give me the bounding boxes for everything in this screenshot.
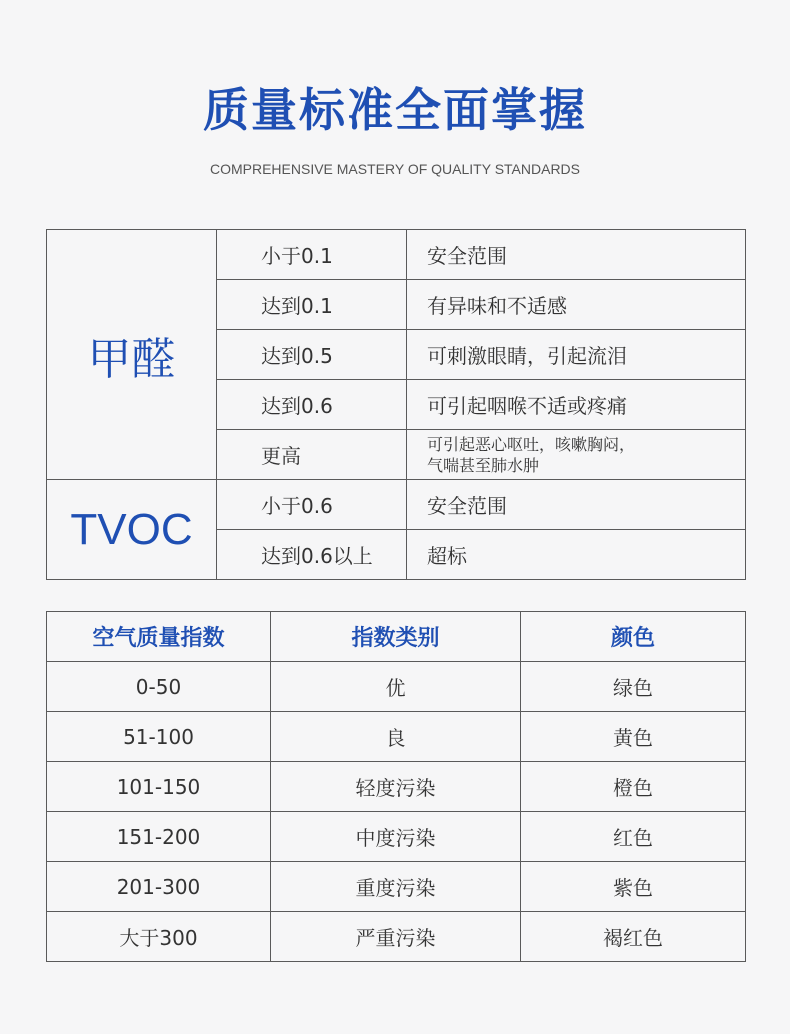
aqi-color-cell: 绿色: [521, 662, 746, 712]
level-cell: 达到0.6以上: [217, 530, 407, 580]
aqi-category-cell: 轻度污染: [271, 762, 521, 812]
aqi-range-cell: 0-50: [47, 662, 271, 712]
level-cell: 更高: [217, 430, 407, 480]
aqi-category-cell: 良: [271, 712, 521, 762]
effect-cell: 有异味和不适感: [407, 280, 746, 330]
effect-cell: 可刺激眼睛，引起流泪: [407, 330, 746, 380]
column-header-color: 颜色: [521, 612, 746, 662]
aqi-range-cell: 201-300: [47, 862, 271, 912]
level-cell: 达到0.6: [217, 380, 407, 430]
aqi-color-cell: 褐红色: [521, 912, 746, 962]
effect-cell: 安全范围: [407, 480, 746, 530]
page-subtitle: COMPREHENSIVE MASTERY OF QUALITY STANDARDS: [209, 161, 581, 177]
table-row: [47, 862, 746, 912]
effect-cell: 超标: [407, 530, 746, 580]
category-cell-tvoc: TVOC: [47, 480, 217, 580]
effect-line: 气喘甚至肺水肿: [427, 455, 540, 475]
aqi-range-cell: 151-200: [47, 812, 271, 862]
table-row: [47, 230, 746, 280]
aqi-color-cell: 紫色: [521, 862, 746, 912]
effect-cell: 安全范围: [407, 230, 746, 280]
level-cell: 小于0.6: [217, 480, 407, 530]
aqi-range-cell: 大于300: [47, 912, 271, 962]
table-row: [47, 812, 746, 862]
effect-cell: 可引起咽喉不适或疼痛: [407, 380, 746, 430]
table-row: [47, 912, 746, 962]
aqi-table: [46, 611, 746, 962]
category-cell-formaldehyde: 甲醛: [47, 230, 217, 480]
aqi-category-cell: 中度污染: [271, 812, 521, 862]
column-header-category: 指数类别: [271, 612, 521, 662]
effect-cell: [407, 430, 746, 480]
table-row: [47, 762, 746, 812]
aqi-color-cell: 红色: [521, 812, 746, 862]
aqi-category-cell: 严重污染: [271, 912, 521, 962]
table-row: [47, 480, 746, 530]
page-title: 质量标准全面掌握: [203, 83, 587, 137]
aqi-range-cell: 51-100: [47, 712, 271, 762]
aqi-category-cell: 优: [271, 662, 521, 712]
table-row: [47, 662, 746, 712]
level-cell: 小于0.1: [217, 230, 407, 280]
aqi-color-cell: 橙色: [521, 762, 746, 812]
column-header-aqi: 空气质量指数: [47, 612, 271, 662]
aqi-color-cell: 黄色: [521, 712, 746, 762]
table-header-row: [47, 612, 746, 662]
aqi-range-cell: 101-150: [47, 762, 271, 812]
pollutant-table: [46, 229, 746, 580]
table-row: [47, 712, 746, 762]
aqi-category-cell: 重度污染: [271, 862, 521, 912]
effect-line: 可引起恶心呕吐，咳嗽胸闷，: [427, 434, 636, 454]
level-cell: 达到0.1: [217, 280, 407, 330]
level-cell: 达到0.5: [217, 330, 407, 380]
